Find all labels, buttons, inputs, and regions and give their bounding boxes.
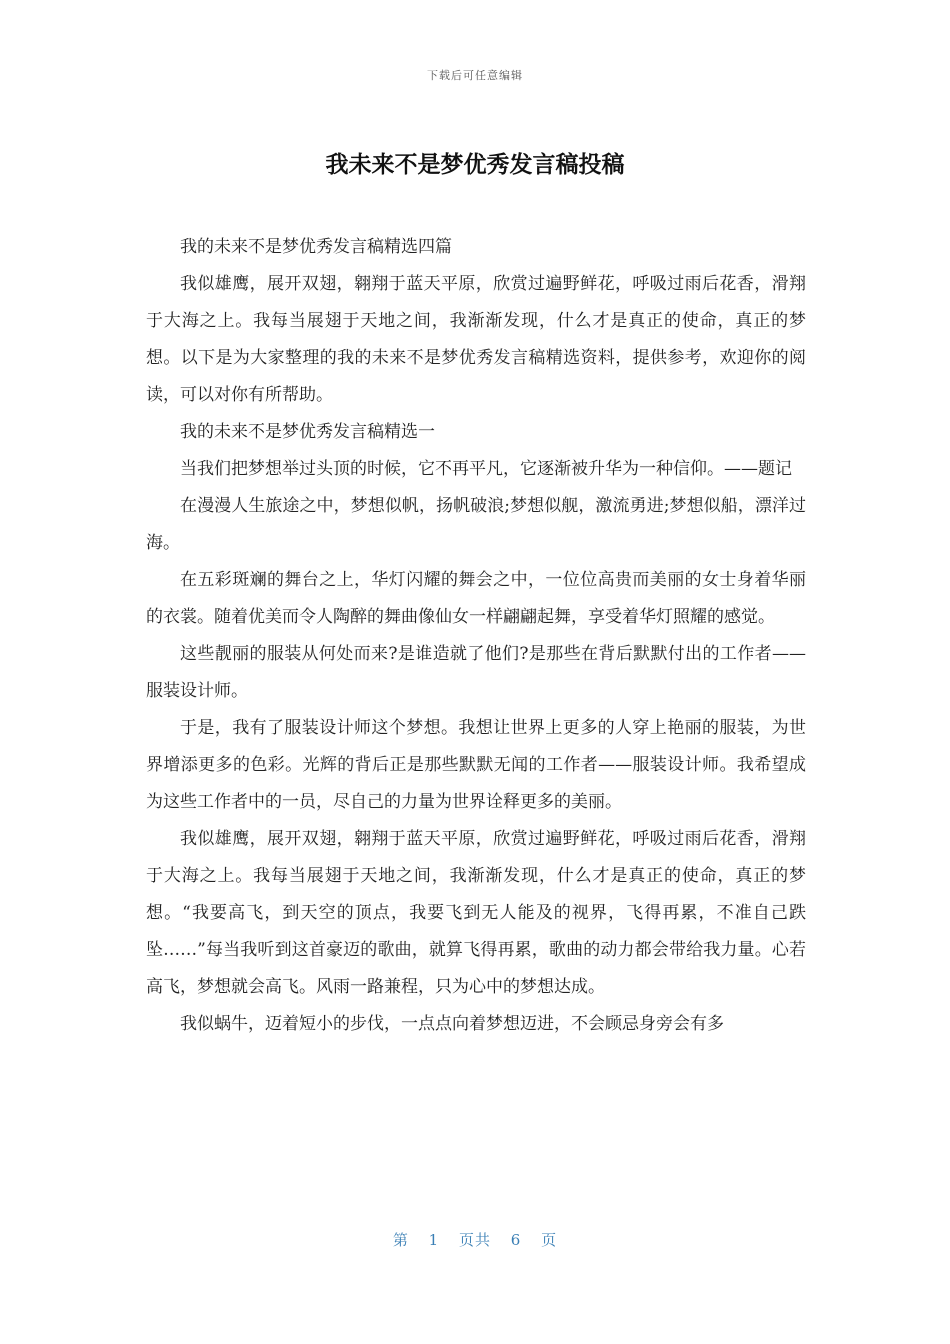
header-note: 下载后可任意编辑: [427, 69, 523, 82]
paragraph: 我的未来不是梦优秀发言稿精选一: [180, 422, 435, 442]
paragraph: 我的未来不是梦优秀发言稿精选四篇: [180, 237, 452, 257]
document-title: 我未来不是梦优秀发言稿投稿: [325, 152, 625, 178]
paragraph: 于是，我有了服装设计师这个梦想。我想让世界上更多的人穿上艳丽的服装，为世界增添更多的色彩。光辉的背后正是那些默默无闻的工作者——服装设计师。我希望成为这些工作者中的一员，尽自己的力量为世界诠释更多的美丽。: [146, 718, 806, 812]
page-indicator: 第 1 页共 6 页: [392, 1231, 558, 1249]
paragraph: 我似蜗牛，迈着短小的步伐，一点点向着梦想迈进，不会顾忌身旁会有多: [180, 1014, 724, 1034]
paragraph: 我似雄鹰，展开双翅，翱翔于蓝天平原，欣赏过遍野鲜花，呼吸过雨后花香，滑翔于大海之上。我每当展翅于天地之间，我渐渐发现，什么才是真正的使命，真正的梦想。以下是为大家整理的我的未来不是梦优秀发言稿精选资料，提供参考，欢迎你的阅读，可以对你有所帮助。: [146, 274, 806, 405]
paragraph: 当我们把梦想举过头顶的时候，它不再平凡，它逐渐被升华为一种信仰。——题记: [180, 459, 792, 479]
paragraph: 这些靓丽的服装从何处而来?是谁造就了他们?是那些在背后默默付出的工作者——服装设计师。: [146, 644, 806, 701]
paragraph: 在五彩斑斓的舞台之上，华灯闪耀的舞会之中，一位位高贵而美丽的女士身着华丽的衣裳。随着优美而令人陶醉的舞曲像仙女一样翩翩起舞，享受着华灯照耀的感觉。: [146, 570, 806, 627]
document-body: [146, 229, 806, 1043]
paragraph: 我似雄鹰，展开双翅，翱翔于蓝天平原，欣赏过遍野鲜花，呼吸过雨后花香，滑翔于大海之上。我每当展翅于天地之间，我渐渐发现，什么才是真正的使命，真正的梦想。“我要高飞，到天空的顶点，我要飞到无人能及的视界，飞得再累，不准自己跌坠……”每当我听到这首豪迈的歌曲，就算飞得再累，歌曲的动力都会带给我力量。心若高飞，梦想就会高飞。风雨一路兼程，只为心中的梦想达成。: [146, 829, 806, 997]
paragraph: 在漫漫人生旅途之中，梦想似帆，扬帆破浪;梦想似舰，激流勇进;梦想似船，漂洋过海。: [146, 496, 806, 553]
